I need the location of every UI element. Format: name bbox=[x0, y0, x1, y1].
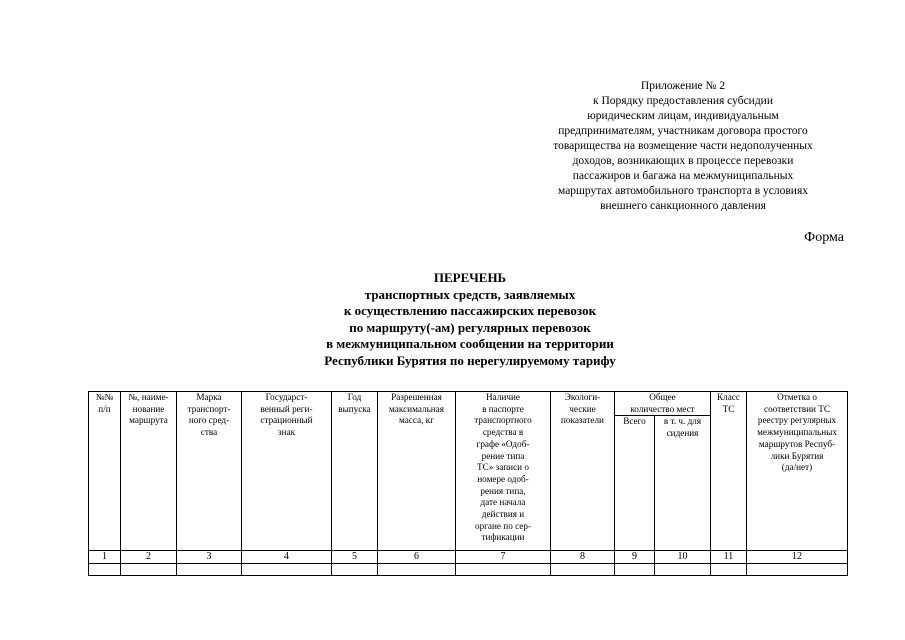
header-vehicle-class bbox=[711, 392, 747, 551]
header-text-line: ТС» записи о bbox=[477, 462, 529, 473]
header-text-line: знак bbox=[277, 427, 296, 438]
header-text-line: Марка bbox=[196, 392, 222, 402]
appendix-line: маршрутах автомобильного транспорта в условиях bbox=[558, 185, 808, 197]
header-text-line: Отметка о bbox=[777, 392, 817, 402]
column-number-cell: 11 bbox=[711, 551, 747, 564]
header-text-line: межмуниципальных bbox=[757, 427, 837, 438]
header-text-line: Общее bbox=[649, 392, 676, 402]
vehicle-list-table bbox=[88, 391, 848, 576]
table-cell bbox=[551, 564, 615, 576]
header-registry-mark bbox=[747, 392, 848, 551]
header-max-mass bbox=[378, 392, 456, 551]
header-ecological bbox=[551, 392, 615, 551]
header-text-line: соответствии ТС bbox=[764, 403, 830, 414]
header-text-line: количество мест bbox=[630, 403, 695, 414]
table-cell bbox=[89, 564, 121, 576]
appendix-line: товарищества на возмещение части недополученных bbox=[553, 140, 813, 152]
header-text-line: лики Бурятия bbox=[770, 450, 824, 461]
header-text-line: масса, кг bbox=[398, 415, 434, 426]
column-number-cell: 1 bbox=[89, 551, 121, 564]
table-cell bbox=[711, 564, 747, 576]
header-text-line: п/п bbox=[98, 403, 111, 414]
header-text-line: №, наиме- bbox=[128, 392, 169, 402]
column-number-row bbox=[89, 551, 848, 564]
header-text-line: показатели bbox=[561, 415, 604, 426]
header-text-line: рение типа bbox=[481, 450, 525, 461]
title-line: транспортных средств, заявляемых bbox=[364, 286, 576, 302]
header-text-line: Всего bbox=[623, 416, 646, 427]
table-cell bbox=[456, 564, 551, 576]
header-text-line: тификации bbox=[481, 532, 525, 543]
title-line: по маршруту(-ам) регулярных перевозок bbox=[349, 319, 591, 335]
table-cell bbox=[177, 564, 242, 576]
header-text-line: в паспорте bbox=[482, 403, 524, 414]
header-registration-plate bbox=[242, 392, 332, 551]
header-text-line: номере одоб- bbox=[477, 473, 529, 484]
table-cell bbox=[332, 564, 378, 576]
header-seats-total bbox=[615, 416, 655, 551]
table-row bbox=[89, 564, 848, 576]
header-text-line: органе по сер- bbox=[474, 520, 532, 531]
header-text-line: №№ bbox=[95, 392, 114, 402]
column-number-cell: 5 bbox=[332, 551, 378, 564]
header-type-approval bbox=[456, 392, 551, 551]
header-text-line: сидения bbox=[666, 428, 699, 439]
header-text-line: нование bbox=[132, 403, 165, 414]
table-cell bbox=[242, 564, 332, 576]
header-text-line: действия и bbox=[481, 509, 525, 520]
header-text-line: рения типа, bbox=[480, 485, 526, 496]
column-number-cell: 8 bbox=[551, 551, 615, 564]
header-text-line: Наличие bbox=[486, 392, 520, 402]
header-text-line: маршрута bbox=[129, 415, 168, 426]
document-title bbox=[160, 270, 780, 369]
header-text-line: дате начала bbox=[480, 497, 526, 508]
table-cell bbox=[615, 564, 655, 576]
appendix-line: внешнего санкционного давления bbox=[600, 200, 766, 212]
header-text-line: венный реги- bbox=[260, 403, 313, 414]
table-cell bbox=[121, 564, 177, 576]
appendix-line: Приложение № 2 bbox=[640, 80, 726, 92]
title-line: Республики Бурятия по нерегулируемому тарифу bbox=[324, 352, 616, 368]
header-text-line: Год bbox=[347, 392, 362, 402]
header-text-line: страционный bbox=[260, 415, 313, 426]
title-line: в межмуниципальном сообщении на территории bbox=[326, 336, 614, 351]
title-heading: ПЕРЕЧЕНЬ bbox=[433, 270, 507, 285]
header-number bbox=[89, 392, 121, 551]
column-number-cell: 6 bbox=[378, 551, 456, 564]
header-text-line: ТС bbox=[722, 403, 735, 414]
appendix-line: пассажиров и багажа на межмуниципальных bbox=[572, 170, 794, 182]
header-route bbox=[121, 392, 177, 551]
header-text-line: ного сред- bbox=[188, 415, 230, 426]
appendix-line: юридическим лицам, индивидуальным bbox=[587, 110, 779, 122]
table-cell bbox=[747, 564, 848, 576]
header-text-line: графе «Одоб- bbox=[476, 438, 530, 449]
column-number-cell: 12 bbox=[747, 551, 848, 564]
header-year bbox=[332, 392, 378, 551]
header-text-line: ческие bbox=[569, 403, 596, 414]
header-text-line: Государст- bbox=[265, 392, 308, 402]
header-text-line: маршрутов Респуб- bbox=[758, 438, 836, 449]
header-text-line: реестру регулярных bbox=[757, 415, 837, 426]
appendix-line: к Порядку предоставления субсидии bbox=[593, 95, 773, 107]
header-vehicle-brand bbox=[177, 392, 242, 551]
appendix-block bbox=[518, 79, 848, 214]
header-text-line: выпуска bbox=[338, 403, 371, 414]
header-text-line: транспортного bbox=[474, 415, 532, 426]
form-label: Форма bbox=[804, 230, 844, 245]
header-text-line: (да/нет) bbox=[781, 462, 813, 473]
header-total-seats bbox=[615, 392, 711, 416]
table-cell bbox=[378, 564, 456, 576]
column-number-cell: 4 bbox=[242, 551, 332, 564]
table-cell bbox=[655, 564, 711, 576]
column-number-cell: 9 bbox=[615, 551, 655, 564]
header-text-line: в т. ч. для bbox=[663, 416, 702, 427]
header-text-line: средства в bbox=[482, 427, 524, 438]
title-line: к осуществлению пассажирских перевозок bbox=[343, 303, 597, 318]
column-number-cell: 3 bbox=[177, 551, 242, 564]
table-header-row bbox=[89, 392, 848, 416]
header-text-line: максимальная bbox=[389, 403, 444, 414]
header-text-line: ства bbox=[200, 427, 218, 438]
header-text-line: Разрешенная bbox=[391, 392, 442, 402]
column-number-cell: 10 bbox=[655, 551, 711, 564]
header-text-line: Класс bbox=[717, 392, 740, 402]
column-number-cell: 2 bbox=[121, 551, 177, 564]
appendix-line: предпринимателям, участникам договора простого bbox=[558, 125, 808, 137]
header-text-line: транспорт- bbox=[187, 403, 231, 414]
column-number-cell: 7 bbox=[456, 551, 551, 564]
header-seats-sitting bbox=[655, 416, 711, 551]
appendix-line: доходов, возникающих в процессе перевозки bbox=[572, 155, 794, 167]
header-text-line: Экологи- bbox=[564, 392, 601, 402]
